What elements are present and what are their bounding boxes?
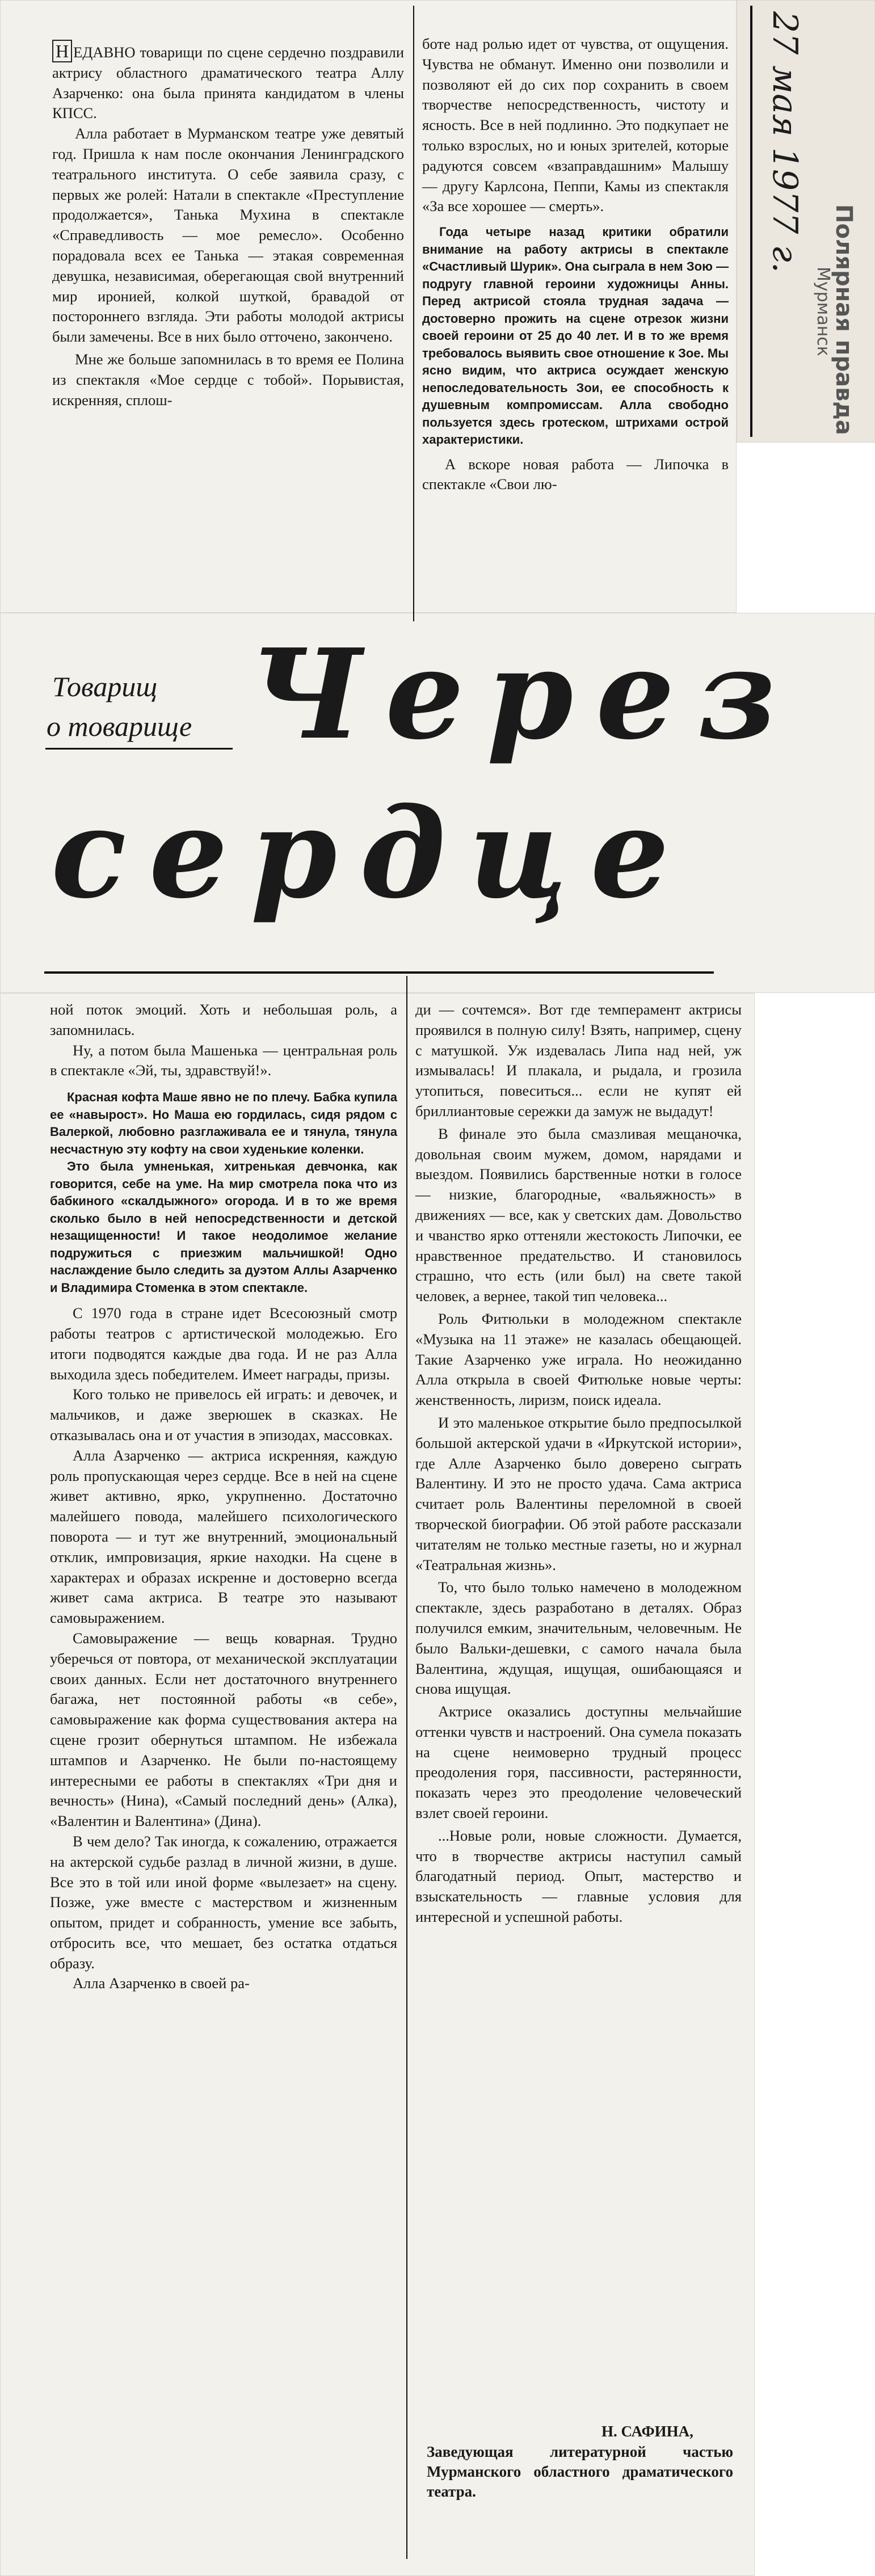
paragraph: Роль Фитюльки в молодежном спектакле «Музыка на 11 этаже» не казалась обещающей. Такие Азарченко уже играла. Но неожиданно Алла открыла в своей Фитюльке новые черты: женственность, лиризм, поиск идеала. xyxy=(415,1310,742,1409)
paragraph: ...Новые роли, новые сложности. Думается, что в творчестве актрисы наступил самый благодатный период. Опыт, мастерство и взыскательность — главные условия для интересной и успешной работы. xyxy=(415,1826,742,1926)
headline-rule xyxy=(44,971,714,974)
paragraph: боте над ролью идет от чувства, от ощущения. Чувства не обманут. Именно они позволили и позволяют ей до сих пор сохранить в своем творчестве непосредственность, чистоту и ясность. Все в ней подлинно. Это подкупает не только взрослых, но и юных зрителей, которые радуются совсем «взаправдашним» Малышу — другу Карлсона, Пеппи, Камы из спектакля «За все хорошее — смерть». xyxy=(422,35,729,215)
author-name: Н. САФИНА, xyxy=(601,2423,693,2440)
paragraph: Ну, а потом была Машенька — центральная роль в спектакле «Эй, ты, здравствуй!». xyxy=(50,1041,397,1079)
paragraph: Мне же больше запомнилась в то время ее Полина из спектакля «Мое сердце с тобой». Порывистая, искренняя, сплош- xyxy=(52,350,404,409)
column-divider-bottom xyxy=(406,976,407,2559)
paragraph: Алла Азарченко в своей ра- xyxy=(73,1975,250,1992)
rubric-line-2: о товарище xyxy=(47,710,192,742)
column-1-top xyxy=(52,40,404,410)
paragraph: В финале это была смазливая мещаночка, довольная своим мужем, домом, нарядами и выездом. Появились барственные нотки в голосе — низкие, благородные, «вальяжность» в движениях — все, как у светских дам. Довольство и чванство ярко оттеняли жестокость Липочки, ее нравственное предательство. И становилось страшно, что есть (или был) на свете такой человек, а вернее, такой тип человека... xyxy=(415,1125,742,1305)
headline-line-1: Через xyxy=(250,622,800,767)
paragraph: ной поток эмоций. Хоть и небольшая роль, а запомнилась. xyxy=(50,1001,397,1038)
bold-insert: Красная кофта Маше явно не по плечу. Бабка купила ее «навырост». Но Маша ею гордилась, сидя рядом с Валеркой, любовно разглаживала ее и тянула, тянула несчастную эту кофту на свои худенькие коленки. xyxy=(50,1090,397,1156)
paragraph: Самовыражение — вещь коварная. Трудно уберечься от повтора, от механической эксплуатации своих данных. Если нет достаточного внутреннего багажа, нет постоянной работы «в себе», самовыражение как форма существования актера на сцене грозит обернуться штампом. Не избежала штампов и Азарченко. Не были по-настоящему интересными ее работы в спектаклях «Три дня и вечность» (Нина), «Самый последний день» (Алка), «Валентин и Валентина» (Дина). xyxy=(50,1629,397,1830)
handwritten-date: 27 мая 1977 г. xyxy=(765,11,805,273)
column-divider-top xyxy=(413,6,414,621)
column-2-top xyxy=(422,34,729,495)
paragraph-lead: ЕДАВНО товарищи по сцене сердечно поздравили актрису областного драматического театра Аллу Азарченко: она была принята кандидатом в члены КПСС. xyxy=(52,44,404,122)
paragraph: Алла Азарченко — актриса искренняя, каждую роль пропускающая через сердце. Все в ней на сцене живет активно, ярко, укрупненно. Достаточно малейшего повода, малейшего психологического поворота — и тут же внутренний, эмоциональный отклик, импровизация, яркие находки. На сцене в характерах и образах искренне и достоверно всегда живет сама актриса. В театре это называют самовыражением. xyxy=(50,1446,397,1627)
headline-line-2: сердце xyxy=(51,781,692,926)
bold-insert: Года четыре назад критики обратили внимание на работу актрисы в спектакле «Счастливый Шурик». Она сыграла в нем Зою — подругу главной героини художницы Анны. Перед актрисой стояла трудная задача — достоверно прожить на сцене отрезок жизни своей героини от 25 до 40 лет. И в то же время требовалось выявить свое отношение к Зое. Мы ясно видим, что актриса осуждает женскую непоследовательность Зои, ее способность к душевным компромиссам. Алла свободно пользуется здесь гротеском, штрихами острой характеристики. xyxy=(422,225,729,447)
paragraph: Алла работает в Мурманском театре уже девятый год. Пришла к нам после окончания Ленинградского театрального института. О себе заявила сразу, с первых же ролей: Натали в спектакле «Преступление продолжается», Танька Мухина в спектакле «Справедливость — мое ремесло». Особенно порадовала всех ее Танька — этакая современная девушка, независимая, оберегающая свой внутренний мир иронией, колкой шуткой, бравадой от постороннего взгляда. Эти работы молодой актрисы были замечены. Все в них было отточено, закончено. xyxy=(52,125,404,346)
paragraph: Кого только не привелось ей играть: и девочек, и мальчиков, и даже зверюшек в сказках. Не отказывалась она и от участия в эпизодах, массовках. xyxy=(50,1386,397,1443)
paragraph: С 1970 года в стране идет Всесоюзный смотр работы театров с артистической молодежью. Его итоги подводятся каждые два года. И не раз Алла выходила здесь победителем. Имеет награды, призы. xyxy=(50,1304,397,1383)
paragraph: И это маленькое открытие было предпосылкой большой актерской удачи в «Иркутской истории», где Алле Азарченко было доверено сыграть Валентину. И это не просто удача. Сама актриса считает роль Валентины переломной в своей творческой биографии. Об этой работе рассказали читателям не только местные газеты, но и журнал «Театральная жизнь». xyxy=(415,1413,742,1573)
source-stamp: Полярная правда xyxy=(831,204,857,435)
column-1-bottom xyxy=(50,1000,397,1994)
rubric-line-1: Товарищ xyxy=(52,671,158,702)
paragraph: А вскоре новая работа — Липочка в спектакле «Свои лю- xyxy=(422,455,729,493)
paragraph: То, что было только намечено в молодежном спектакле, здесь разработано в деталях. Образ получился емким, значительным, человечным. Не было Вальки-дешевки, с самого начала была Валентина, ждущая, ищущая, ошибающаяся и снова ищущая. xyxy=(415,1579,742,1698)
paragraph: В чем дело? Так иногда, к сожалению, отражается на актерской судьбе разлад в личной жизни, в душе. Все это в той или иной форме «вылезает» на сцену. Позже, уже вместе с мастерством и жизненным опытом, придет и собранность, умение все забыть, отбросить все, что мешает, без остатка отдаться образу. xyxy=(50,1832,397,1972)
header-vertical-rule xyxy=(750,6,752,437)
dropcap: Н xyxy=(52,40,72,62)
source-city: Мурманск xyxy=(813,267,833,356)
rubric-underline xyxy=(45,748,233,750)
bold-insert: Это была умненькая, хитренькая девчонка, как говорится, себе на уме. На мир смотрела пока что из бабкиного «скалдыжного» огорода. И в то же время сколько было в ней непосредственности и детской незащищенности! И такое неодолимое желание подружиться с приезжим мальчишкой! Одно наслаждение было следить за дуэтом Аллы Азарченко и Владимира Стоменка в этом спектакле. xyxy=(50,1159,397,1295)
paragraph: ди — сочтемся». Вот где темперамент актрисы проявился в полную силу! Взять, например, сцену с матушкой. Уж издевалась Липа над ней, уж измывалась! И плакала, и рыдала, и грозила утопиться, повеситься... если не купят ей бриллиантовые сережки да замуж не выдадут! xyxy=(415,1001,742,1119)
paragraph: Актрисе оказались доступны мельчайшие оттенки чувств и настроений. Она сумела показать на сцене неимоверно трудный процесс преодоления горя, пассивности, растерянности, показать через это преодоление человеческий взлет своей героини. xyxy=(415,1703,742,1822)
column-2-bottom xyxy=(415,1000,742,1927)
author-position: Заведующая литературной частью Мурманского областного драматического театра. xyxy=(427,2443,733,2500)
paragraph xyxy=(52,40,404,124)
